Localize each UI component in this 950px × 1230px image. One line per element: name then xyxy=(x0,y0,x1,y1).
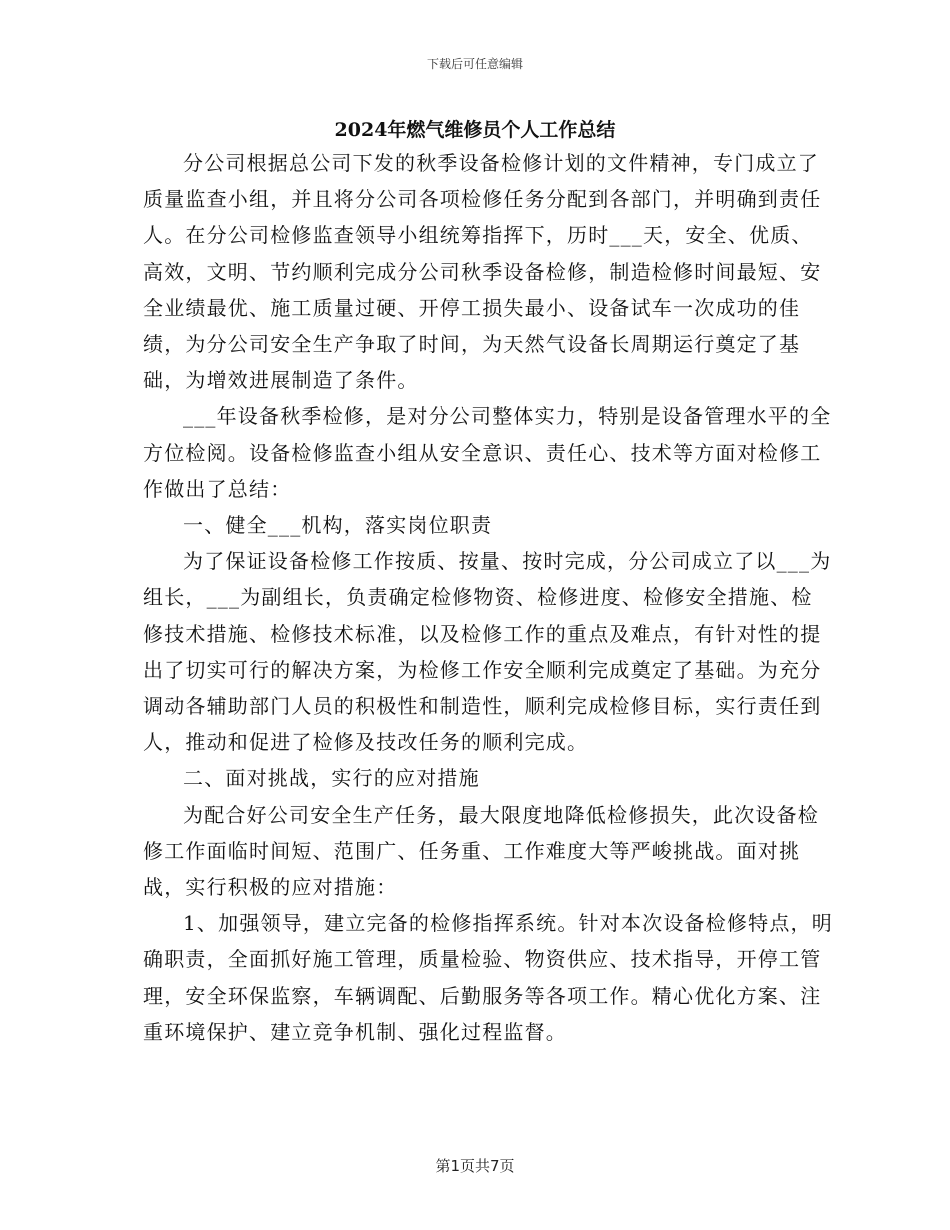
section-heading: 二、面对挑战，实行的应对措施 xyxy=(183,766,480,791)
paragraph: 分公司根据总公司下发的秋季设备检修计划的文件精神，专门成立了质量监查小组，并且将分公司各项检修任务分配到各部门，并明确到责任人。在分公司检修监查领导小组统筹指挥下，历时___天，安全、优质、高效，文明、节约顺利完成分公司秋季设备检修，制造检修时间最短、安全业绩最优、施工质量过硬、开停工损失最小、设备试车一次成功的佳绩，为分公司安全生产争取了时间，为天然气设备长周期运行奠定了基础，为增效进展制造了条件。 xyxy=(143,151,822,393)
document-body xyxy=(143,145,833,1050)
document-title: 2024年燃气维修员个人工作总结 xyxy=(334,119,616,141)
page-number: 第1页共7页 xyxy=(435,1157,515,1175)
paragraph: 为了保证设备检修工作按质、按量、按时完成，分公司成立了以___为组长，___为副组长，负责确定检修物资、检修进度、检修安全措施、检修技术措施、检修技术标准，以及检修工作的重点及难点，有针对性的提出了切实可行的解决方案，为检修工作安全顺利完成奠定了基础。为充分调动各辅助部门人员的积极性和制造性，顺利完成检修目标，实行责任到人，推动和促进了检修及技改任务的顺利完成。 xyxy=(143,549,832,755)
header-note: 下载后可任意编辑 xyxy=(426,57,523,71)
section-heading: 一、健全___机构，落实岗位职责 xyxy=(183,513,493,538)
paragraph: 为配合好公司安全生产任务，最大限度地降低检修损失，此次设备检修工作面临时间短、范围广、任务重、工作难度大等严峻挑战。面对挑战，实行积极的应对措施： xyxy=(143,802,819,900)
paragraph: 1、加强领导，建立完备的检修指挥系统。针对本次设备检修特点，明确职责，全面抓好施工管理，质量检验、物资供应、技术指导，开停工管理，安全环保监察，车辆调配、后勤服务等各项工作。精心优化方案、注重环境保护、建立竞争机制、强化过程监督。 xyxy=(143,911,833,1044)
paragraph: ___年设备秋季检修，是对分公司整体实力，特别是设备管理水平的全方位检阅。设备检修监查小组从安全意识、责任心、技术等方面对检修工作做出了总结： xyxy=(143,404,832,501)
